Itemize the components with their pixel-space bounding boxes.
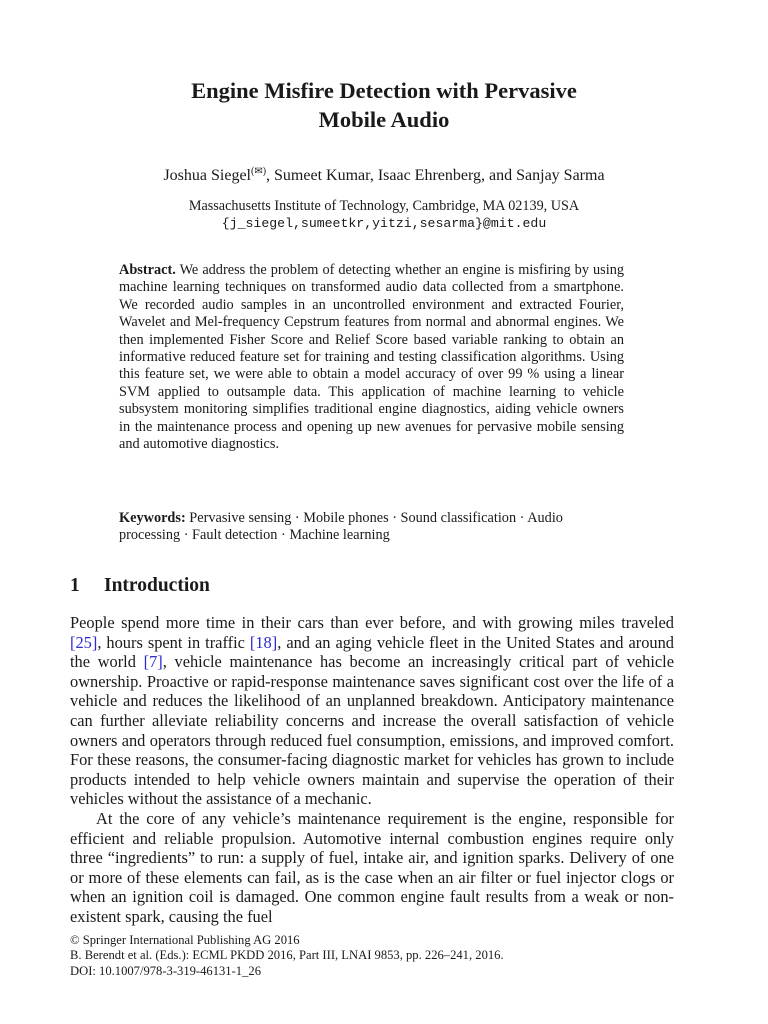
abstract-label: Abstract. — [119, 262, 176, 278]
section-heading — [70, 574, 690, 598]
author-first: Joshua Siegel — [163, 167, 251, 184]
corresponding-author-mark: (✉) — [250, 166, 267, 177]
keywords-text: Pervasive sensing · Mobile phones · Sound classification · Audio processing · Fault detection · Machine learning — [119, 510, 563, 544]
paragraph-1-text-c: , and an aging vehicle fleet in the United States and around the world — [70, 632, 674, 672]
citation-link[interactable]: [25] — [70, 632, 98, 652]
affiliation: Massachusetts Institute of Technology, Cambridge, MA 02139, USA — [188, 198, 580, 214]
author-emails: {j_siegel,sumeetkr,yitzi,sesarma}@mit.edu — [221, 216, 547, 231]
citation-line: B. Berendt et al. (Eds.): ECML PKDD 2016, Part III, LNAI 9853, pp. 226–241, 2016. — [70, 948, 504, 963]
abstract — [119, 262, 624, 453]
doi-line: DOI: 10.1007/978-3-319-46131-1_26 — [70, 963, 261, 978]
paragraph-1 — [70, 613, 674, 809]
citation-link[interactable]: [18] — [249, 632, 278, 652]
section-number: 1 — [70, 575, 80, 596]
abstract-text: We address the problem of detecting whether an engine is misfiring by using machine learning techniques on transformed audio data collected from a smartphone. We recorded audio samples in an uncontrolled environment and extracted Fourier, Wavelet and Mel-frequency Cepstrum features from normal and abnormal engines. We then implemented Fisher Score and Relief Score based variable ranking to obtain an informative reduced feature set for training and testing classification algorithms. Using this feature set, we were able to obtain a model accuracy of over 99 % using a linear SVM applied to outsample data. This application of machine learning to vehicle subsystem monitoring simplifies traditional engine diagnostics, aiding vehicle owners in the maintenance process and opening up new avenues for pervasive mobile sensing and automotive diagnostics. — [119, 262, 624, 453]
title-line-1: Engine Misfire Detection with Pervasive — [191, 78, 577, 103]
paragraph-1-text-d: , vehicle maintenance has become an increasingly critical part of vehicle ownership. Proactive or rapid-response maintenance saves significant cost over the life of a vehicle and reduces the likelihood of an unplanned breakdown. Anticipatory maintenance can further alleviate reliability concerns and increase the overall satisfaction of vehicle owners and operators through reduced fuel consumption, emissions, and improved comfort. For these reasons, the consumer-facing diagnostic market for vehicles has grown to include products intended to help vehicle owners maintain and supervise the operation of their vehicles without the assistance of a mechanic. — [70, 652, 674, 809]
keywords-label: Keywords: — [119, 510, 186, 526]
paragraph-2: At the core of any vehicle’s maintenance requirement is the engine, responsible for efficient and reliable propulsion. Automotive internal combustion engines require only three “ingredients” to run: a supply of fuel, intake air, and ignition sparks. Delivery of one or more of these elements can fail, as is the case when an air filter or fuel injector clogs or when an ignition coil is damaged. One common engine fault results from a weak or non-existent spark, causing the fuel — [70, 808, 674, 926]
keywords — [119, 510, 624, 545]
author-rest: , Sumeet Kumar, Isaac Ehrenberg, and Sanjay Sarma — [266, 167, 605, 184]
copyright-line: © Springer International Publishing AG 2016 — [70, 933, 300, 947]
author-list — [0, 162, 768, 186]
section-title: Introduction — [104, 575, 210, 596]
title-line-2: Mobile Audio — [318, 107, 450, 132]
paper-title — [0, 76, 768, 134]
body-text — [70, 613, 674, 927]
paragraph-1-text-a: People spend more time in their cars than ever before, and with growing miles traveled — [70, 613, 674, 632]
publication-footer — [70, 933, 690, 979]
citation-link[interactable]: [7] — [143, 652, 163, 672]
paragraph-1-text-b: , hours spent in traffic — [97, 632, 250, 652]
